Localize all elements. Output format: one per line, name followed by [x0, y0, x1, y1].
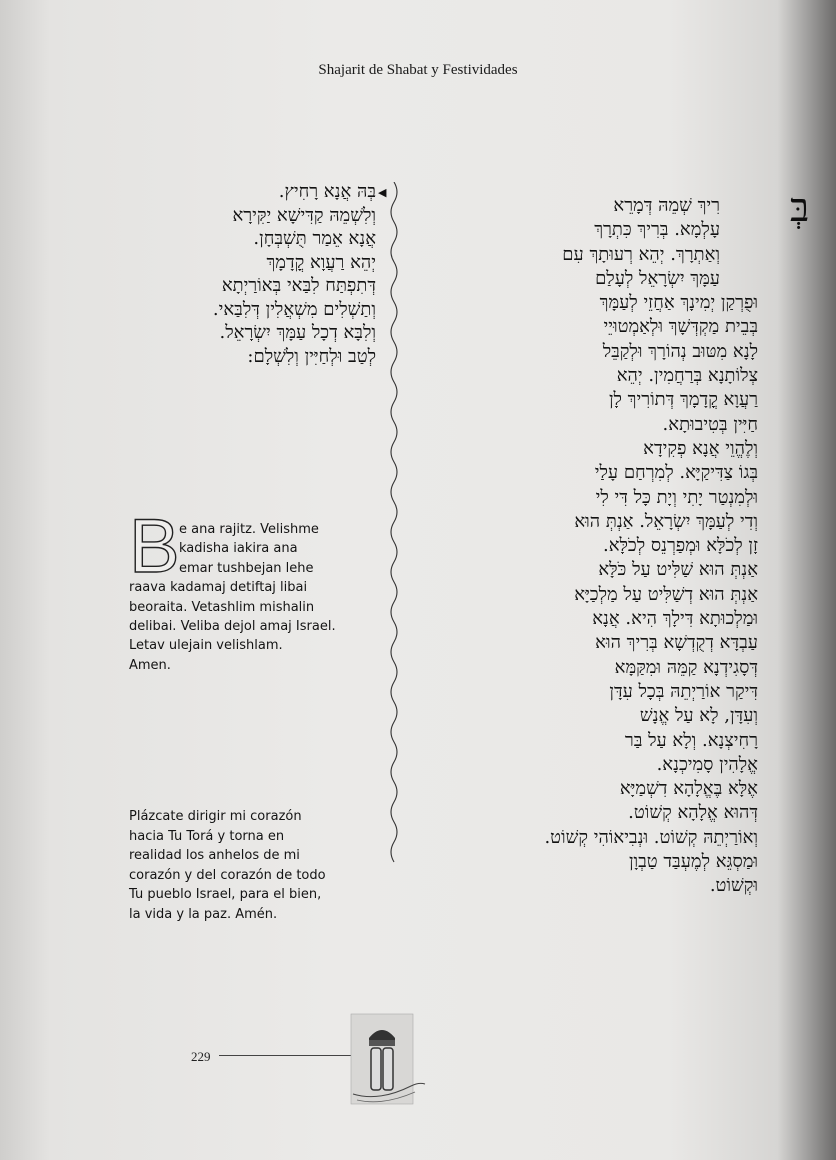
hebrew-line: אֶלָּא בֶּאֱלָהָא דִשְׁמַיָּא: [619, 778, 758, 800]
hebrew-line: עַמָּךְ יִשְׂרָאֵל לְעָלַם: [595, 267, 720, 289]
translation-line: hacia Tu Torá y torna en: [129, 828, 285, 844]
hebrew-line: וְדִי לְעַמָּךְ יִשְׂרָאֵל. אַנְתְּ הוּא: [574, 510, 758, 532]
hebrew-line: וּלְמִנְטַר יָתִי וְיָת כָּל דִּי לִי: [595, 486, 758, 508]
hebrew-line: וּמַסְגֵּא לְמֶעְבַּד טַבְוָן: [628, 851, 758, 873]
hebrew-line: דְּהוּא אֱלָהָא קְשׁוֹט.: [628, 802, 758, 824]
translation-line: realidad los anhelos de mi: [129, 848, 300, 864]
bullet-marker-icon: ◀: [378, 186, 387, 199]
hebrew-line: רַעֲוָא קֳדָמָךְ דְּתוֹרִיךְ לָן: [608, 389, 758, 411]
hebrew-line: לָנָא מִטּוּב נְהוֹרָךְ וּלְקַבֵּל: [602, 340, 758, 362]
hebrew-line: עַבְדָּא דְקֻדְשָׁא בְּרִיךְ הוּא: [595, 632, 758, 654]
translation-line: la vida y la paz. Amén.: [129, 906, 278, 922]
torah-ark-emblem-icon: [349, 1010, 429, 1110]
hebrew-line: וְאוֹרַיְתֵהּ קְשׁוֹט. וּנְבִיאוֹהִי קְשׁוֹט.: [544, 826, 758, 848]
hebrew-line: וְלִשְׁמֵהּ קַדִּישָׁא יַקִּירָא: [232, 204, 376, 226]
translation-paragraph: [129, 807, 379, 925]
hebrew-line: אֲנָא אֵמַר תֻּשְׁבְּחָן.: [253, 228, 376, 249]
transliteration-dropcap: B: [129, 504, 180, 589]
hebrew-line: בְּגוֹ צַדִּיקַיָּא. לְמִרְחַם עָלַי: [594, 462, 758, 484]
footer-rule: [219, 1055, 354, 1056]
hebrew-line: אֱלָהִין סָמִיכְנָא.: [656, 753, 758, 775]
hebrew-line: דְּסָגִידְנָא קַמֵּהּ וּמִקַּמָּא: [614, 656, 758, 678]
hebrew-line: לְטַב וּלְחַיִּין וְלִשְׁלָם:: [247, 345, 376, 367]
hebrew-line: עָלְמָא. בְּרִיךְ כִּתְרָךְ: [594, 219, 720, 241]
transliteration-line: delibai. Veliba dejol amaj Israel.: [129, 619, 336, 635]
translation-line: Tu pueblo Israel, para el bien,: [129, 887, 322, 903]
hebrew-line: וְתַשְׁלִים מִשְׁאֲלִין דְּלִבַּאי.: [212, 298, 376, 320]
transliteration-line: beoraita. Vetashlim mishalin: [129, 599, 315, 615]
hebrew-line: חַיִּין בְּטִיבוּתָא.: [662, 413, 758, 435]
transliteration-line: kadisha iakira ana: [179, 541, 298, 557]
hebrew-line: אַנְתְּ הוּא שַׁלִּיט עַל כֹּלָּא: [598, 559, 758, 581]
hebrew-text-left: [128, 180, 376, 368]
wavy-divider-line: [384, 182, 404, 872]
hebrew-line: דְּתִפְתַּח לִבַּאי בְּאוֹרַיְתָא: [221, 275, 376, 296]
hebrew-dropcap-letter: בְּ: [790, 185, 810, 231]
hebrew-line: וּפֻרְקַן יְמִינָךְ אַחֲזֵי לְעַמָּךְ: [599, 292, 758, 314]
transliteration-line: raava kadamaj detiftaj libai: [129, 580, 308, 596]
page-header-title: Shajarit de Shabat y Festividades: [318, 62, 518, 78]
translation-line: corazón y del corazón de todo: [129, 867, 326, 883]
hebrew-line: וּקְשׁוֹט.: [709, 875, 758, 897]
hebrew-line: אַנְתְּ הוּא דְשַׁלִּיט עַל מַלְכַיָּא: [574, 583, 758, 605]
transliteration-line: e ana rajitz. Velishme: [179, 522, 319, 537]
hebrew-line: דִּיקַר אוֹרַיְתֵהּ בְּכָל עִדָּן: [609, 680, 758, 702]
hebrew-text-right: [408, 194, 758, 899]
hebrew-line: וְעִדָּן, לָא עַל אֱנָשׁ: [639, 705, 758, 727]
hebrew-line: בְּבֵית מַקְדְּשָׁךְ וּלְאַמְטוּיֵי: [603, 316, 758, 338]
transliteration-paragraph: [129, 520, 379, 675]
transliteration-line: Amen.: [129, 657, 171, 673]
hebrew-line: וּמַלְכוּתָא דִּילָךְ הִיא. אֲנָא: [592, 608, 758, 630]
hebrew-line: וְלֶהֱוֵי אֲנָא פְקִידָא: [643, 437, 758, 459]
hebrew-line: רִיךְ שְׁמֵהּ דְּמָרֵא: [613, 195, 720, 216]
hebrew-line: זָן לְכֹלָּא וּמְפַרְנֵס לְכֹלָּא.: [602, 535, 758, 557]
hebrew-line: וְאַתְרָךְ. יְהֵא רְעוּתָךְ עִם: [562, 243, 720, 265]
hebrew-line: בְּהּ אֲנָא רָחִיץ.: [278, 181, 376, 202]
transliteration-line: Letav ulejain velishlam.: [129, 638, 283, 654]
hebrew-line: וְלִבָּא דְכָל עַמָּךְ יִשְׂרָאֵל.: [219, 322, 376, 343]
transliteration-line: emar tushbejan lehe: [179, 560, 314, 576]
page-number: 229: [191, 1049, 211, 1064]
translation-line: Plázcate dirigir mi corazón: [129, 809, 302, 824]
hebrew-line: רָחִיצְנָא. וְלָא עַל בַּר: [624, 729, 758, 751]
hebrew-line: יְהֵא רַעֲוָא קֳדָמָךְ: [266, 251, 376, 273]
hebrew-line: צְלוֹתָנָא בְּרַחֲמִין. יְהֵא: [616, 365, 758, 387]
